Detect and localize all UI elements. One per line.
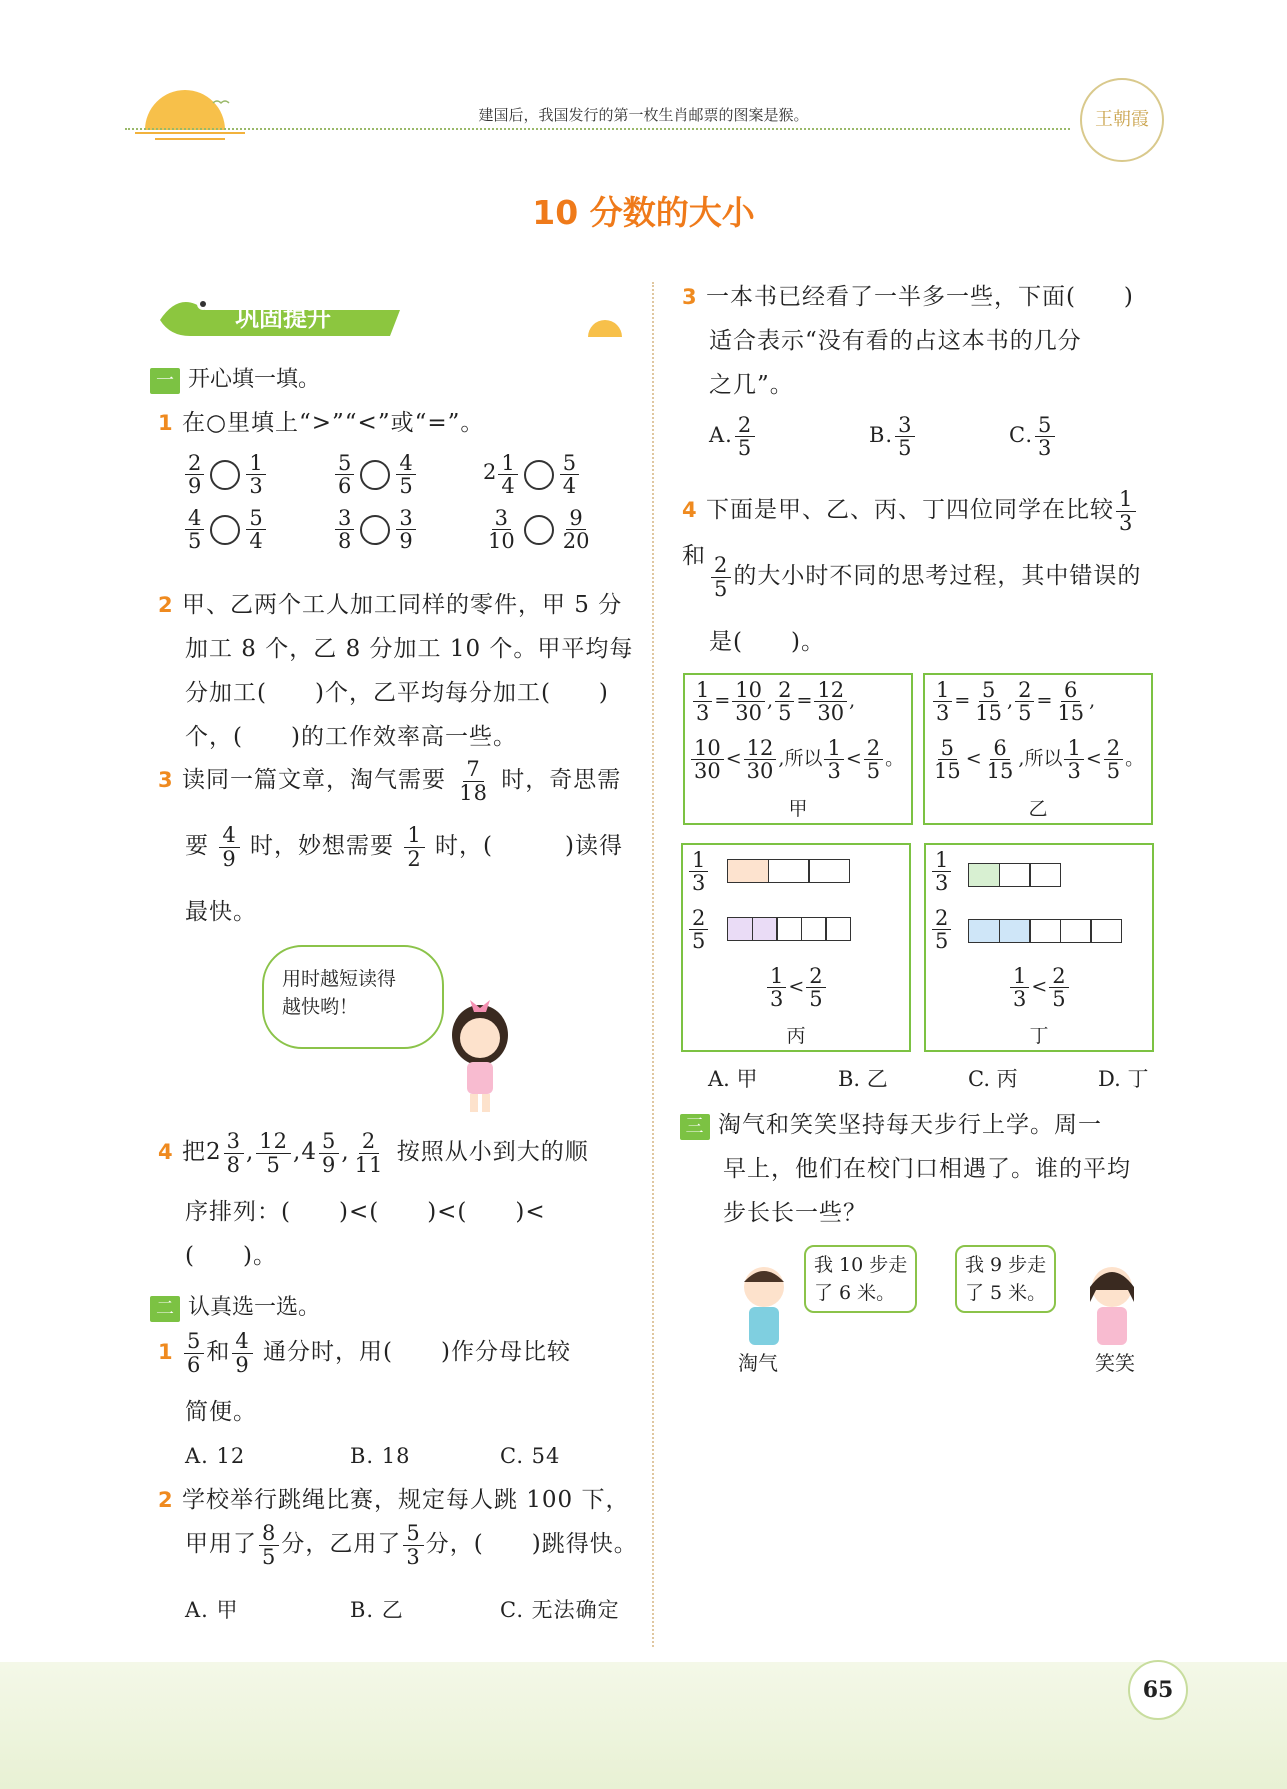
method-box-ding: $\frac{1}{3}$ $\frac{2}{5}$ $\frac{1}{3}$ < $\frac{2}{5}$ 丁	[924, 843, 1154, 1052]
q3-frac-1: $\frac{7}{18}$	[459, 757, 488, 805]
s3-line2: 早上，他们在校门口相遇了。谁的平均	[723, 1156, 1131, 1182]
q3-number: 3	[158, 768, 174, 792]
q2-line3: 分加工( )个，乙平均每分加工( )	[185, 680, 609, 706]
c2-frac-1: $\frac{8}{5}$	[259, 1522, 279, 1567]
q3-text-c: 要	[185, 833, 209, 859]
q1-comparisons	[183, 452, 623, 552]
hint-line2: 越快哟！	[282, 996, 359, 1018]
c4-frac-1: $\frac{1}{3}$	[1116, 488, 1136, 533]
banner	[155, 290, 400, 336]
girl2-character-icon	[1072, 1262, 1152, 1352]
answer-circle[interactable]	[360, 515, 390, 545]
section-1-title: 开心填一填。	[188, 367, 321, 392]
q4-text-c: 序排列：( )<( )<( )<	[185, 1199, 546, 1225]
section-3	[680, 1103, 1160, 1235]
q2-line1: 甲、乙两个工人加工同样的零件，甲 5 分	[181, 592, 623, 618]
section-2-tag: 二	[150, 1296, 180, 1322]
jia-so: 所以	[784, 747, 823, 770]
c4-text-d: 是( )。	[709, 629, 825, 655]
section-3-tag: 三	[680, 1114, 710, 1140]
header-tagline: 建国后，我国发行的第一枚生肖邮票的图案是猴。	[478, 106, 809, 124]
choice-3	[682, 275, 1162, 459]
c4-option-a[interactable]: A. 甲	[708, 1067, 758, 1091]
page-number: 65	[1128, 1660, 1188, 1720]
answer-circle[interactable]	[210, 460, 240, 490]
c1-option-a[interactable]: A. 12	[185, 1444, 246, 1468]
hint-line1: 用时越短读得	[282, 968, 397, 990]
c4-frac-2: $\frac{2}{5}$	[711, 554, 731, 599]
footer-band	[0, 1662, 1287, 1789]
q3-text-d: 时，妙想需要	[250, 833, 394, 859]
s3-line3: 步长长一些？	[723, 1200, 867, 1226]
q3-text-a: 读同一篇文章，淘气需要	[181, 767, 446, 793]
c1-frac-2: $\frac{4}{9}$	[232, 1330, 252, 1375]
s3-line1: 淘气和笑笑坚持每天步行上学。周一	[718, 1112, 1102, 1138]
taoqi-bubble	[804, 1245, 917, 1313]
c2-frac-2: $\frac{5}{3}$	[403, 1522, 423, 1567]
box-label-jia: 甲	[788, 798, 808, 820]
q3	[158, 758, 638, 934]
q4-text-a: 把	[181, 1139, 206, 1165]
q4-frac-2: $\frac{12}{5}$	[256, 1130, 291, 1175]
page-title: 10 分数的大小	[532, 193, 755, 232]
answer-circle[interactable]	[524, 515, 554, 545]
ding-bar-fifths	[968, 919, 1121, 943]
q3-frac-2: $\frac{4}{9}$	[219, 824, 239, 869]
c2-text-c: 分，乙用了	[281, 1531, 402, 1557]
section-1-heading	[150, 362, 320, 394]
comparison-item: $\frac{3}{8}$ $\frac{3}{9}$	[333, 507, 483, 552]
q2-line4: 个，( )的工作效率高一些。	[185, 724, 517, 750]
q2-number: 2	[158, 593, 174, 617]
c3-option-c[interactable]: C. $\frac{5}{3}$	[1009, 413, 1057, 459]
bing-bar-fifths	[727, 917, 850, 941]
c4-number: 4	[682, 498, 698, 522]
section-1-tag: 一	[150, 368, 180, 394]
box-label-ding: 丁	[1029, 1025, 1049, 1047]
c2-text-d: 分，( )跳得快。	[425, 1531, 638, 1557]
c3-number: 3	[682, 285, 698, 309]
c3-option-b[interactable]: B. $\frac{3}{5}$	[869, 413, 1009, 459]
xiaoxiao-line2: 了 5 米。	[965, 1282, 1047, 1304]
choice-4	[682, 488, 1162, 664]
boy-character-icon	[724, 1262, 804, 1352]
q3-text-e: 时，( )读得	[435, 833, 623, 859]
c3-line2: 适合表示“没有看的占这本书的几分	[709, 328, 1082, 354]
xiaoxiao-line1: 我 9 步走	[965, 1254, 1047, 1276]
answer-circle[interactable]	[210, 515, 240, 545]
c4-text-b: 和	[682, 542, 706, 569]
q1-text: 在○里填上“>”“<”或“=”。	[181, 410, 485, 436]
answer-circle[interactable]	[360, 460, 390, 490]
c4-text-a: 下面是甲、乙、丙、丁四位同学在比较	[705, 497, 1114, 523]
method-box-bing: $\frac{1}{3}$ $\frac{2}{5}$ $\frac{1}{3}$ < $\frac{2}{5}$ 丙	[681, 843, 911, 1052]
header-rule	[125, 128, 1070, 130]
q4-whole-1: 2	[205, 1139, 222, 1165]
comparison-item: $\frac{5}{6}$ $\frac{4}{5}$	[333, 452, 483, 497]
c4-option-c[interactable]: C. 丙	[968, 1067, 1018, 1091]
method-box-yi: $\frac{1}{3}$ = $\frac{5}{15}$ , $\frac{2}{5}$ = $\frac{6}{15}$ , $\frac{5}{15}$ < $\frac{6}{15}$ ,所以 $\frac{1}{3}$ < $\frac{2}{5}$ 。 乙	[923, 673, 1153, 825]
q4-whole-3: 4	[301, 1139, 317, 1165]
q4-text-b: 按照从小到大的顺	[396, 1139, 589, 1165]
comparison-item: 2 $\frac{1}{4}$ $\frac{5}{4}$	[483, 452, 623, 497]
q4-frac-3: $\frac{5}{9}$	[319, 1130, 339, 1175]
q4-frac-4: $\frac{2}{11}$	[354, 1129, 384, 1177]
c4-option-b[interactable]: B. 乙	[838, 1067, 888, 1091]
c1-frac-1: $\frac{5}{6}$	[184, 1330, 204, 1375]
q3-text-f: 最快。	[185, 899, 257, 925]
c3-option-a[interactable]: A. $\frac{2}{5}$	[709, 413, 869, 459]
bing-bar-thirds	[727, 859, 849, 883]
comparison-item: $\frac{3}{10}$ $\frac{9}{20}$	[488, 506, 590, 554]
box-label-yi: 乙	[1028, 798, 1048, 820]
q1	[158, 401, 484, 445]
q4-frac-1: $\frac{3}{8}$	[224, 1130, 244, 1175]
q4: 4 把2 $\frac{3}{8}$ , $\frac{12}{5}$ ,4 $\frac{5}{9}$ , $\frac{2}{11}$ 按照从小到大的顺 序排列：( )<( )<( )< ( )。	[158, 1130, 638, 1278]
c3-line3: 之几”。	[709, 372, 794, 398]
q2	[158, 583, 638, 759]
c2-option-a[interactable]: A. 甲	[185, 1598, 239, 1622]
xiaoxiao-bubble	[955, 1245, 1056, 1313]
taoqi-line1: 我 10 步走	[814, 1254, 908, 1276]
method-box-jia: $\frac{1}{3}$ = $\frac{10}{30}$ , $\frac{2}{5}$ = $\frac{12}{30}$ , $\frac{10}{30}$ < $\frac{12}{30}$ ,所以 $\frac{1}{3}$ < $\frac{2}{5}$ 。 甲	[683, 673, 913, 825]
q3-text-b: 时，奇思需	[501, 767, 622, 793]
c4-options	[708, 1063, 1148, 1093]
logo-text: 王朝霞	[1095, 109, 1149, 130]
q2-line2: 加工 8 个，乙 8 分加工 10 个。甲平均每	[185, 636, 634, 662]
small-sun-icon	[580, 305, 630, 345]
comparison-item: $\frac{2}{9}$ $\frac{1}{3}$	[183, 452, 333, 497]
c1-text-c: 简便。	[185, 1399, 257, 1425]
choice-2	[158, 1478, 638, 1632]
c1-option-b[interactable]: B. 18	[350, 1444, 411, 1468]
yi-so: 所以	[1024, 747, 1063, 770]
name-xiaoxiao: 笑笑	[1095, 1351, 1135, 1375]
c1-text-b: 通分时，用( )作分母比较	[263, 1339, 571, 1365]
section-2-title: 认真选一选。	[188, 1295, 321, 1320]
column-divider	[652, 282, 654, 1647]
choice-1	[158, 1330, 638, 1478]
q1-number: 1	[158, 411, 174, 435]
q3-frac-3: $\frac{1}{2}$	[404, 824, 424, 869]
c2-option-c[interactable]: C. 无法确定	[500, 1598, 620, 1622]
section-2-heading	[150, 1290, 320, 1322]
c2-text-a: 学校举行跳绳比赛，规定每人跳 100 下，	[181, 1487, 630, 1513]
ding-bar-thirds	[968, 863, 1060, 887]
c2-option-b[interactable]: B. 乙	[350, 1598, 404, 1622]
box-label-bing: 丙	[786, 1025, 806, 1047]
c4-option-d[interactable]: D. 丁	[1098, 1067, 1149, 1091]
hint-bubble	[262, 945, 444, 1049]
q4-text-d: ( )。	[185, 1243, 277, 1269]
answer-circle[interactable]	[524, 460, 554, 490]
logo-seal	[1080, 78, 1164, 162]
c3-line1: 一本书已经看了一半多一些，下面( )	[705, 284, 1134, 310]
c1-option-c[interactable]: C. 54	[500, 1444, 561, 1468]
c1-text-a: 和	[206, 1339, 231, 1365]
c2-text-b: 甲用了	[185, 1531, 257, 1557]
girl-character-icon	[440, 990, 520, 1120]
banner-label: 巩固提升	[235, 304, 331, 332]
c1-number: 1	[158, 1340, 174, 1364]
comparison-item: $\frac{4}{5}$ $\frac{5}{4}$	[183, 507, 333, 552]
c4-text-c: 的大小时不同的思考过程，其中错误的	[733, 563, 1142, 589]
c2-number: 2	[158, 1488, 174, 1512]
q4-number: 4	[158, 1140, 174, 1164]
name-taoqi: 淘气	[738, 1351, 778, 1375]
taoqi-line2: 了 6 米。	[814, 1282, 896, 1304]
